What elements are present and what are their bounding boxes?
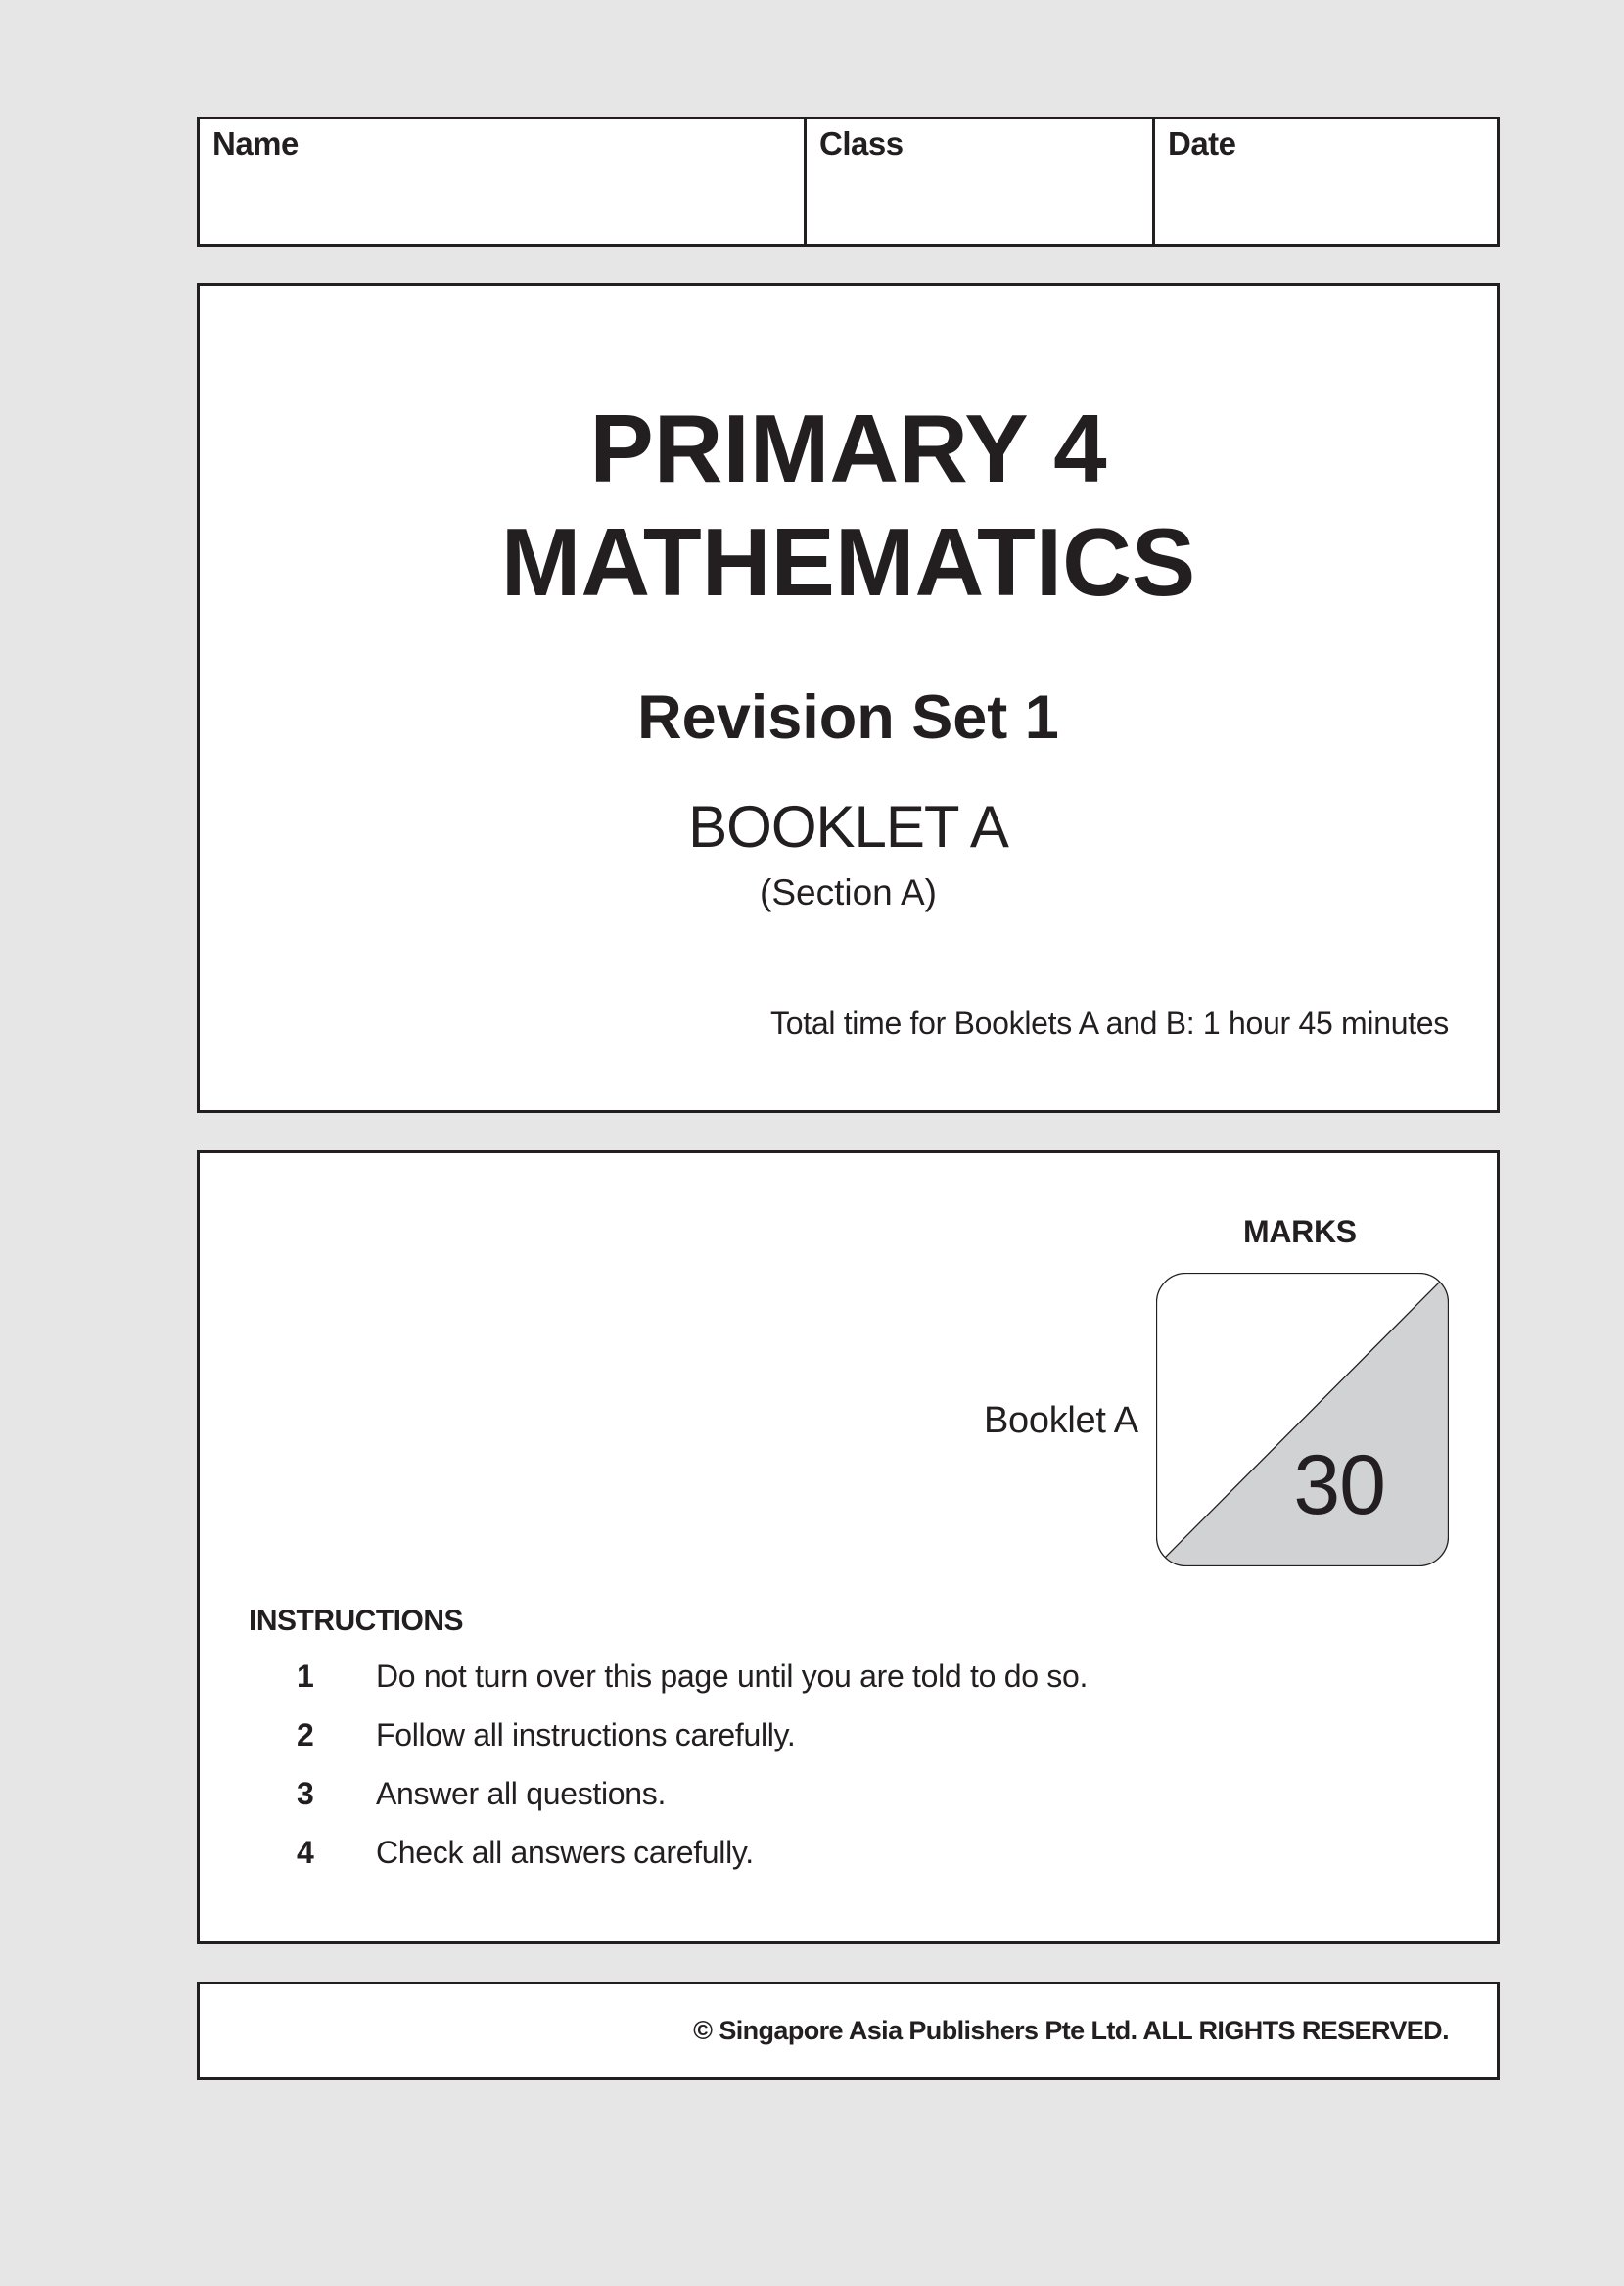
instruction-text: Follow all instructions carefully. (376, 1717, 796, 1752)
instruction-number: 4 (297, 1835, 314, 1870)
class-label: Class (819, 125, 904, 162)
instruction-number: 3 (297, 1776, 314, 1811)
marks-score-box[interactable] (1156, 1273, 1449, 1566)
marks-header: MARKS (1243, 1214, 1357, 1249)
instruction-number: 2 (297, 1717, 314, 1752)
instruction-text: Do not turn over this page until you are told to do so. (376, 1658, 1089, 1694)
marks-row-label: Booklet A (984, 1400, 1138, 1441)
booklet-title: BOOKLET A (688, 794, 1008, 860)
footer-panel (197, 1982, 1500, 2080)
name-field[interactable] (200, 119, 804, 244)
title-subject: MATHEMATICS (500, 508, 1196, 616)
marks-instructions-panel (197, 1150, 1500, 1944)
instruction-item (294, 1837, 1088, 1895)
class-field[interactable] (804, 119, 1152, 244)
instruction-item (294, 1778, 1088, 1837)
instruction-item (294, 1660, 1088, 1719)
date-label: Date (1168, 125, 1236, 162)
revision-set-title: Revision Set 1 (637, 683, 1059, 752)
instruction-number: 1 (297, 1658, 314, 1694)
section-label: (Section A) (760, 872, 937, 912)
instruction-text: Answer all questions. (376, 1776, 667, 1811)
title-panel (197, 283, 1500, 1113)
title-level: PRIMARY 4 (589, 395, 1107, 502)
instruction-item (294, 1719, 1088, 1778)
instructions-list (294, 1660, 1088, 1895)
student-details-table (197, 117, 1500, 247)
instruction-text: Check all answers carefully. (376, 1835, 754, 1870)
total-time-note: Total time for Booklets A and B: 1 hour 45 minutes (770, 1005, 1449, 1041)
copyright-notice: © Singapore Asia Publishers Pte Ltd. ALL RIGHTS RESERVED. (693, 2016, 1449, 2045)
instructions-heading: INSTRUCTIONS (249, 1605, 463, 1637)
date-field[interactable] (1152, 119, 1497, 244)
name-label: Name (212, 125, 299, 162)
marks-total: 30 (1293, 1438, 1385, 1532)
